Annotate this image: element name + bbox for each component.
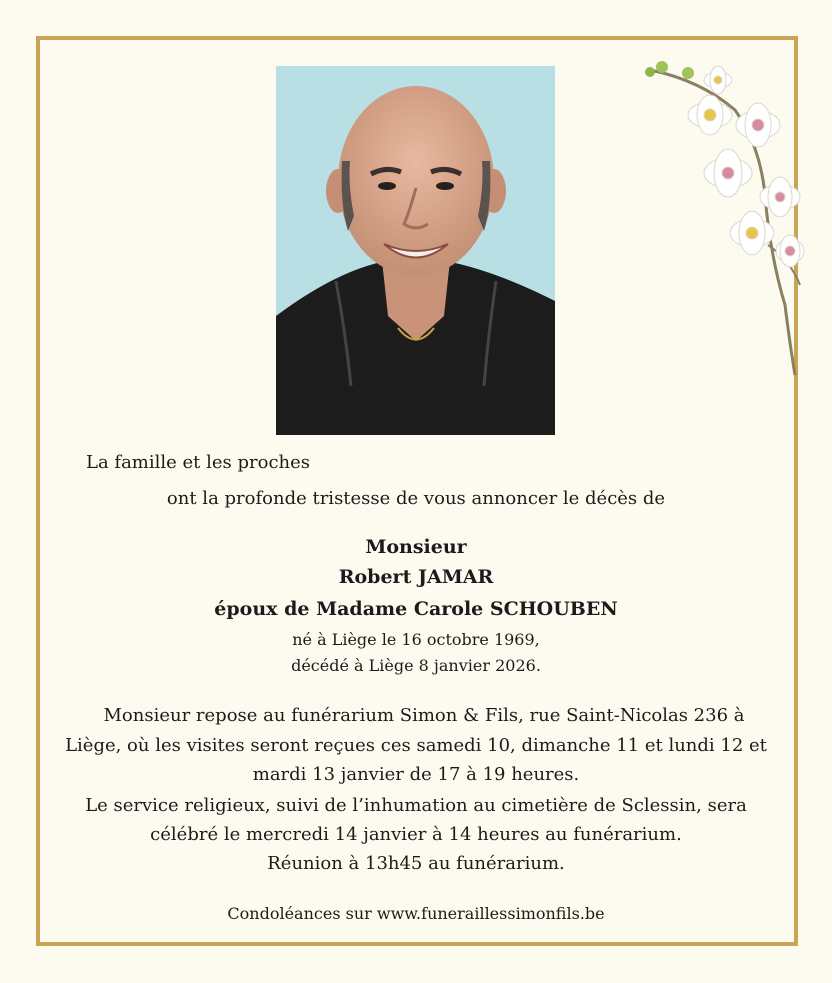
intro-line-1: La famille et les proches	[86, 452, 311, 473]
deceased-name: Robert JAMAR	[338, 566, 494, 588]
details-line-3: mardi 13 janvier de 17 à 19 heures.	[252, 764, 580, 785]
birth-info: né à Liège le 16 octobre 1969,	[292, 630, 540, 649]
details-line-2: Liège, où les visites seront reçues ces samedi 10, dimanche 11 et lundi 12 et	[65, 735, 767, 756]
intro-line-2: ont la profonde tristesse de vous annoncer le décès de	[166, 488, 666, 509]
details-line-5: célébré le mercredi 14 janvier à 14 heures au funérarium.	[150, 824, 682, 845]
details-line-6: Réunion à 13h45 au funérarium.	[267, 853, 565, 874]
portrait-photo	[276, 66, 555, 435]
death-info: décédé à Liège 8 janvier 2026.	[291, 656, 541, 675]
condolences-link[interactable]: Condoléances sur www.funeraillessimonfils.be	[227, 904, 605, 923]
deceased-spouse: époux de Madame Carole SCHOUBEN	[214, 598, 618, 620]
deceased-title: Monsieur	[365, 536, 467, 558]
details-line-1: Monsieur repose au funérarium Simon & Fils, rue Saint-Nicolas 236 à	[103, 705, 745, 726]
details-line-4: Le service religieux, suivi de l’inhumation au cimetière de Sclessin, sera	[85, 795, 747, 816]
orchid-decoration	[640, 55, 805, 380]
